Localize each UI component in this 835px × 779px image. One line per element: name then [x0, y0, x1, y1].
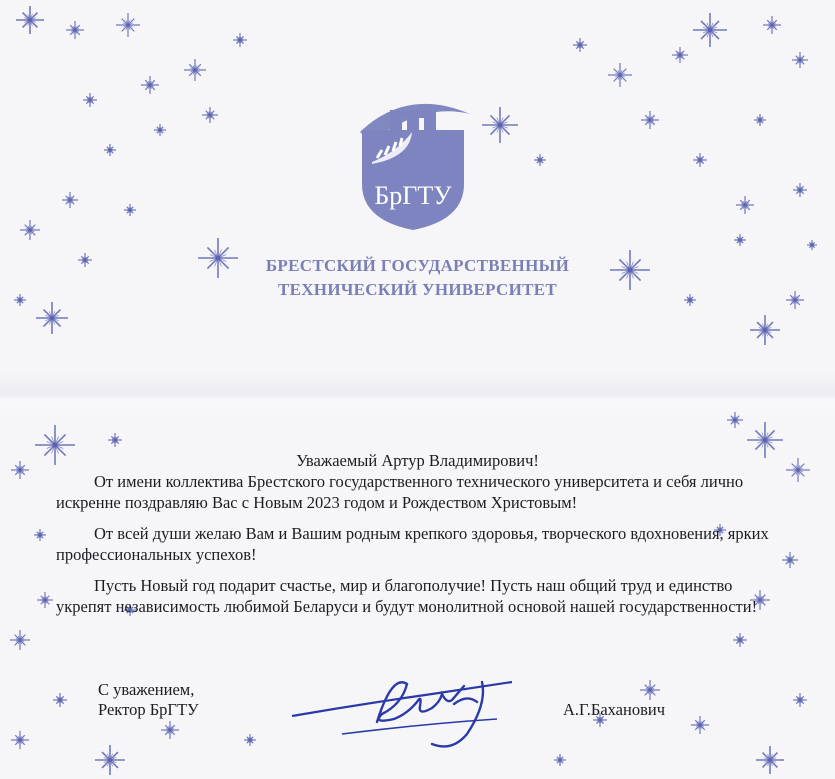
snowflake-icon [727, 412, 743, 428]
snowflake-icon [233, 33, 247, 47]
snowflake-icon [693, 13, 727, 47]
snowflake-icon [573, 38, 587, 52]
snowflake-icon [141, 76, 159, 94]
snowflake-icon [154, 124, 166, 136]
letter-paragraph: От имени коллектива Брестского государственного технического университета и себя лично искренне поздравляю Вас с Новым 2023 годом и Рождеством Христовым! [56, 472, 744, 512]
snowflake-icon [736, 196, 754, 214]
snowflake-icon [53, 693, 67, 707]
snowflake-icon [754, 114, 766, 126]
signer-name: А.Г.Баханович [563, 700, 665, 719]
letter-closing: С уважением, [98, 680, 195, 699]
snowflake-icon [36, 302, 68, 334]
snowflake-icon [734, 234, 746, 246]
snowflake-icon [16, 6, 44, 34]
university-emblem-icon [352, 92, 474, 232]
snowflake-icon [37, 592, 53, 608]
snowflake-icon [782, 552, 798, 568]
university-name-line2: ТЕХНИЧЕСКИЙ УНИВЕРСИТЕТ [277, 280, 558, 299]
snowflake-icon [20, 220, 40, 240]
snowflake-icon [733, 633, 747, 647]
snowflake-icon [124, 204, 136, 216]
snowflake-icon [83, 93, 97, 107]
snowflake-icon [693, 153, 707, 167]
snowflake-icon [104, 144, 116, 156]
snowflake-icon [807, 240, 817, 250]
snowflake-icon [640, 680, 660, 700]
snowflake-icon [202, 107, 218, 123]
snowflake-icon [10, 630, 30, 650]
snowflake-icon [11, 731, 29, 749]
letter-greeting: Уважаемый Артур Владимирович! [296, 451, 539, 470]
letter-paragraph: Пусть Новый год подарит счастье, мир и благополучие! Пусть наш общий труд и единство укрепят независимость любимой Беларуси и будут монолитной основой нашей государственности! [56, 576, 758, 616]
snowflake-icon [756, 746, 784, 774]
snowflake-icon [672, 47, 688, 63]
snowflake-icon [750, 315, 780, 345]
snowflake-icon [793, 183, 807, 197]
snowflake-icon [62, 192, 78, 208]
snowflake-icon [554, 754, 566, 766]
snowflake-icon [482, 107, 518, 143]
snowflake-icon [95, 745, 125, 775]
snowflake-icon [116, 13, 140, 37]
snowflake-icon [184, 59, 206, 81]
snowflake-icon [108, 433, 122, 447]
snowflake-icon [34, 529, 46, 541]
snowflake-icon [608, 63, 632, 87]
logo-text: БрГТУ [374, 181, 452, 210]
snowflake-icon [792, 52, 808, 68]
signer-title: Ректор БрГТУ [98, 700, 199, 719]
snowflake-icon [641, 111, 659, 129]
university-name-line1: БРЕСТСКИЙ ГОСУДАРСТВЕННЫЙ [265, 256, 570, 275]
snowflake-icon [763, 16, 781, 34]
snowflake-icon [793, 693, 807, 707]
snowflake-icon [161, 721, 179, 739]
handwritten-signature [282, 664, 532, 754]
letter-paragraph: От всей души желаю Вам и Вашим родным крепкого здоровья, творческого вдохновения, ярких профессиональных успехов! [56, 524, 769, 564]
snowflake-icon [66, 21, 84, 39]
snowflake-icon [691, 716, 709, 734]
snowflake-icon [244, 734, 256, 746]
snowflake-icon [534, 154, 546, 166]
